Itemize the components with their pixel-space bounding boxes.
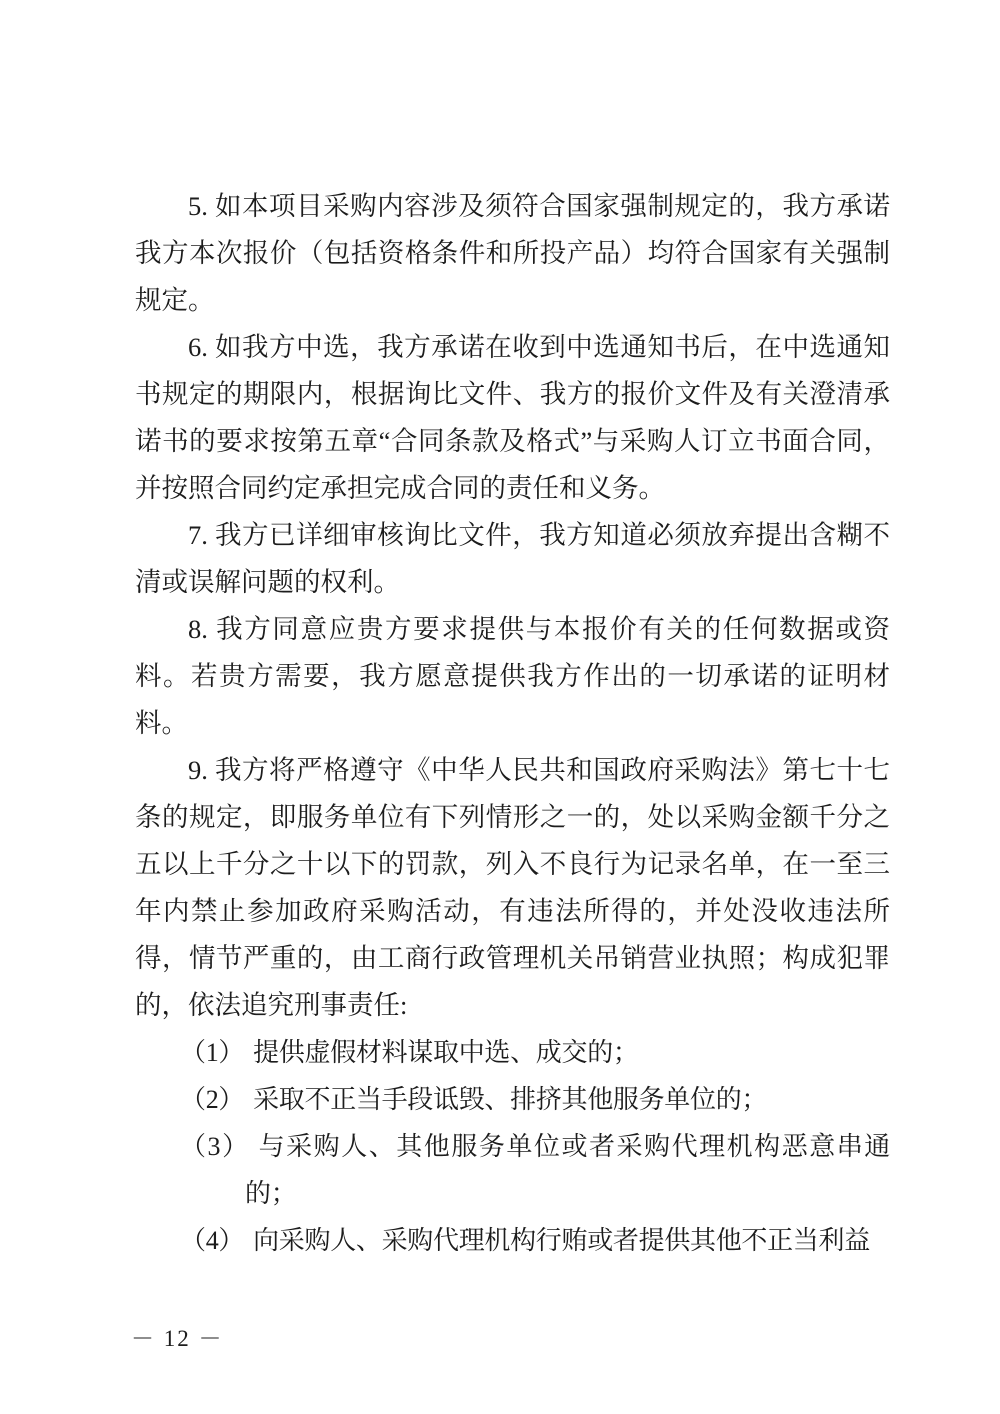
document-body xyxy=(135,183,890,1264)
item-4-marker: （4） xyxy=(180,1226,245,1255)
item-4-text: 向采购人、采购代理机构行贿或者提供其他不正当利益 xyxy=(253,1226,870,1255)
item-1-marker: （1） xyxy=(180,1038,245,1067)
page-number: － 12 － xyxy=(131,1326,224,1351)
clause-paragraph-5: 5. 如本项目采购内容涉及须符合国家强制规定的，我方承诺我方本次报价（包括资格条件和所投产品）均符合国家有关强制规定。 xyxy=(135,191,890,315)
list-item-4 xyxy=(135,1217,890,1264)
violation-list xyxy=(135,1029,890,1264)
clause-paragraph-6: 6. 如我方中选，我方承诺在收到中选通知书后，在中选通知书规定的期限内，根据询比文件、我方的报价文件及有关澄清承诺书的要求按第五章“合同条款及格式”与采购人订立书面合同，并按照合同约定承担完成合同的责任和义务。 xyxy=(135,332,890,503)
clause-paragraph-7: 7. 我方已详细审核询比文件，我方知道必须放弃提出含糊不清或误解问题的权利。 xyxy=(135,520,890,597)
list-item-1 xyxy=(135,1029,890,1076)
clause-paragraph-8: 8. 我方同意应贵方要求提供与本报价有关的任何数据或资料。若贵方需要，我方愿意提供我方作出的一切承诺的证明材料。 xyxy=(135,614,890,738)
item-2-text: 采取不正当手段诋毁、排挤其他服务单位的； xyxy=(253,1085,768,1114)
item-3-marker: （3） xyxy=(180,1132,250,1161)
list-item-3 xyxy=(135,1123,890,1217)
clause-paragraph-9: 9. 我方将严格遵守《中华人民共和国政府采购法》第七十七条的规定，即服务单位有下列情形之一的，处以采购金额千分之五以上千分之十以下的罚款，列入不良行为记录名单，在一至三年内禁止参加政府采购活动，有违法所得的，并处没收违法所得，情节严重的，由工商行政管理机关吊销营业执照；构成犯罪的，依法追究刑事责任: xyxy=(135,755,890,1020)
item-2-marker: （2） xyxy=(180,1085,245,1114)
item-1-text: 提供虚假材料谋取中选、成交的； xyxy=(253,1038,639,1067)
item-3-text: 与采购人、其他服务单位或者采购代理机构恶意串通的； xyxy=(245,1132,890,1208)
list-item-2 xyxy=(135,1076,890,1123)
